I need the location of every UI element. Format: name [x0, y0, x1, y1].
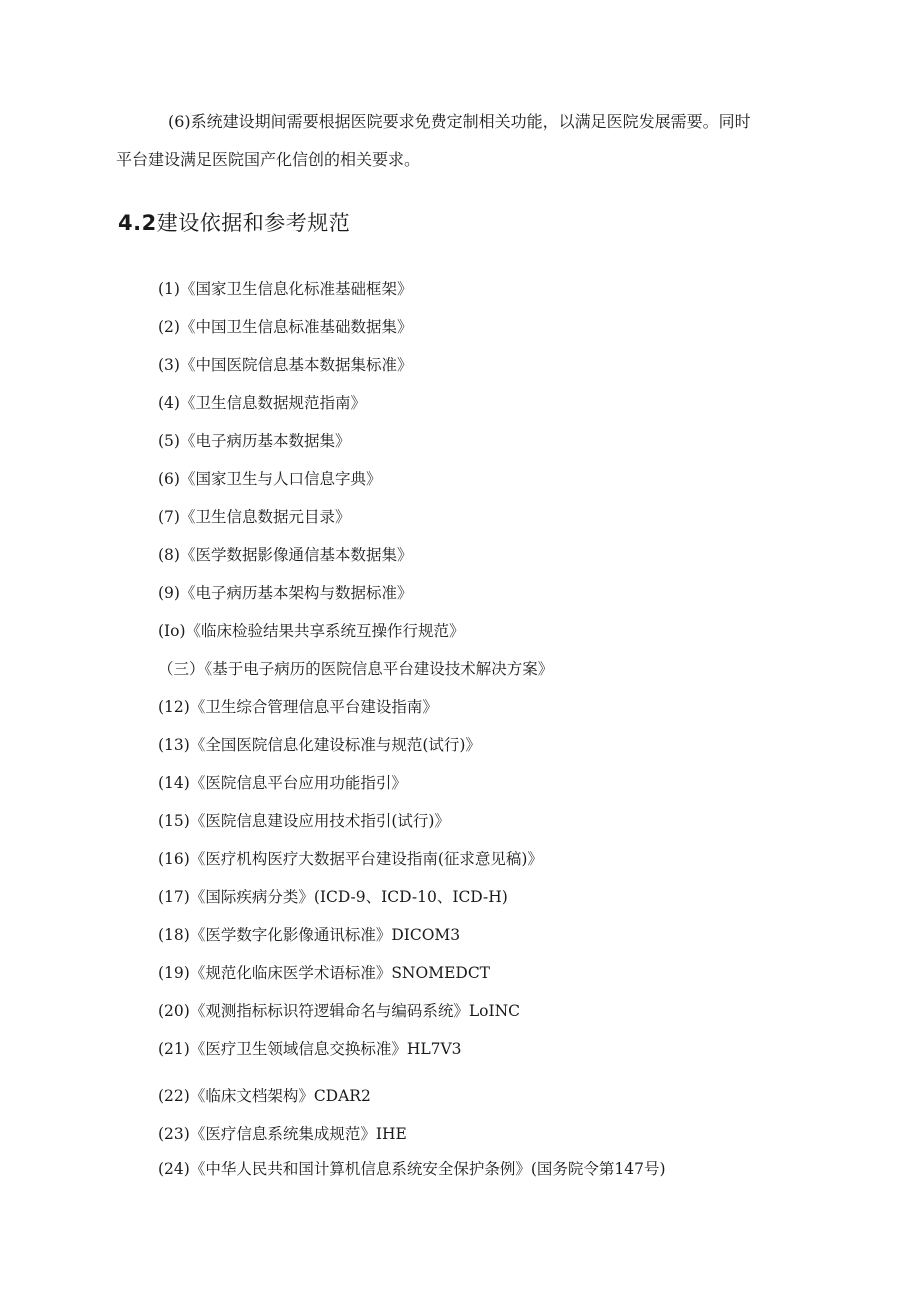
- reference-item-4: (4)《卫生信息数据规范指南》: [158, 394, 366, 412]
- reference-item-20: (20)《观测指标标识符逻辑命名与编码系统》LoINC: [158, 1002, 520, 1020]
- intro-paragraph: [116, 103, 806, 179]
- reference-item-14: (14)《医院信息平台应用功能指引》: [158, 774, 407, 792]
- reference-item-24: (24)《中华人民共和国计算机信息系统安全保护条例》(国务院令第147号): [158, 1160, 666, 1178]
- section-number: 4.2: [118, 211, 157, 235]
- reference-item-15: (15)《医院信息建设应用技术指引(试行)》: [158, 812, 450, 830]
- reference-item-6: (6)《国家卫生与人口信息字典》: [158, 470, 382, 488]
- reference-item-1: (1)《国家卫生信息化标准基础框架》: [158, 280, 413, 298]
- reference-item-7: (7)《卫生信息数据元目录》: [158, 508, 351, 526]
- reference-item-11: （三）《基于电子病历的医院信息平台建设技术解决方案》: [158, 660, 554, 678]
- reference-item-13: (13)《全国医院信息化建设标准与规范(试行)》: [158, 736, 481, 754]
- intro-line-2: 平台建设满足医院国产化信创的相关要求。: [116, 150, 421, 169]
- reference-item-19: (19)《规范化临床医学术语标准》SNOMEDCT: [158, 964, 491, 982]
- reference-item-23: (23)《医疗信息系统集成规范》IHE: [158, 1125, 407, 1143]
- reference-item-12: (12)《卫生综合管理信息平台建设指南》: [158, 698, 438, 716]
- reference-item-21: (21)《医疗卫生领域信息交换标准》HL7V3: [158, 1040, 462, 1058]
- reference-item-9: (9)《电子病历基本架构与数据标准》: [158, 584, 413, 602]
- reference-item-17: (17)《国际疾病分类》(ICD-9、ICD-10、ICD-H): [158, 888, 508, 906]
- reference-item-10: (Io)《临床检验结果共享系统互操作行规范》: [158, 622, 465, 640]
- reference-item-2: (2)《中国卫生信息标准基础数据集》: [158, 318, 413, 336]
- reference-item-16: (16)《医疗机构医疗大数据平台建设指南(征求意见稿)》: [158, 850, 543, 868]
- reference-item-3: (3)《中国医院信息基本数据集标准》: [158, 356, 413, 374]
- section-title: 建设依据和参考规范: [156, 211, 351, 235]
- reference-item-18: (18)《医学数字化影像通讯标准》DICOM3: [158, 926, 461, 944]
- reference-item-8: (8)《医学数据影像通信基本数据集》: [158, 546, 413, 564]
- reference-item-22: (22)《临床文档架构》CDAR2: [158, 1087, 371, 1105]
- reference-item-5: (5)《电子病历基本数据集》: [158, 432, 351, 450]
- section-heading: [118, 207, 350, 237]
- intro-line-1: (6)系统建设期间需要根据医院要求免费定制相关功能，以满足医院发展需要。同时: [168, 112, 751, 131]
